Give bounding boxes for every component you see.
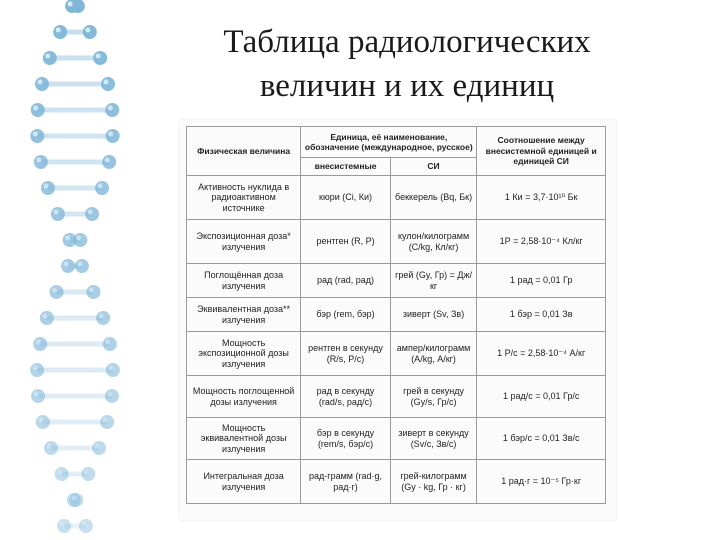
cell-non-si: рентген (R, Р)	[301, 220, 391, 264]
header-unit-group: Единица, её наименование, обозначение (международное, русское)	[301, 127, 477, 158]
cell-non-si: рад-грамм (rad·g, рад·г)	[301, 460, 391, 504]
table-row	[187, 264, 606, 298]
cell-si: зиверт (Sv, Зв)	[390, 298, 477, 332]
table-row	[187, 332, 606, 376]
header-quantity: Физическая величина	[187, 127, 301, 176]
title-line-2: величин и их единиц	[259, 68, 555, 104]
header-non-si: внесистемные	[301, 158, 391, 176]
header-si: СИ	[390, 158, 477, 176]
cell-relation: 1 Р/с = 2,58·10⁻⁴ А/кг	[477, 332, 606, 376]
cell-si: ампер/килограмм (А/kg, А/кг)	[390, 332, 477, 376]
cell-quantity: Интегральная доза излучения	[187, 460, 301, 504]
cell-si: беккерель (Bq, Бк)	[390, 176, 477, 220]
cell-non-si: рад в секунду (rad/s, рад/с)	[301, 376, 391, 418]
table-row	[187, 176, 606, 220]
cell-quantity: Активность нуклида в радиоактивном источнике	[187, 176, 301, 220]
cell-relation: 1 рад/с = 0,01 Гр/с	[477, 376, 606, 418]
table-row	[187, 460, 606, 504]
table-header-row	[187, 127, 606, 158]
cell-quantity: Экспозиционная доза* излучения	[187, 220, 301, 264]
cell-quantity: Мощность экспозиционной дозы излучения	[187, 332, 301, 376]
cell-relation: 1Р = 2,58·10⁻⁴ Кл/кг	[477, 220, 606, 264]
cell-quantity: Поглощённая доза излучения	[187, 264, 301, 298]
cell-relation: 1 Ки = 3,7·10¹⁰ Бк	[477, 176, 606, 220]
table-row	[187, 220, 606, 264]
cell-non-si: рад (rad, рад)	[301, 264, 391, 298]
radiology-units-table	[186, 126, 606, 504]
cell-relation: 1 бэр/с = 0,01 Зв/с	[477, 418, 606, 460]
cell-quantity: Эквивалентная доза** излучения	[187, 298, 301, 332]
cell-relation: 1 бэр = 0,01 Зв	[477, 298, 606, 332]
cell-quantity: Мощность поглощенной дозы излучения	[187, 376, 301, 418]
cell-si: грей в секунду (Gy/s, Гр/с)	[390, 376, 477, 418]
cell-si: зиверт в секунду (Sv/c, Зв/с)	[390, 418, 477, 460]
cell-si: грей-килограмм (Gy · kg, Гр · кг)	[390, 460, 477, 504]
cell-non-si: кюри (Ci, Ки)	[301, 176, 391, 220]
table-row	[187, 376, 606, 418]
cell-quantity: Мощность эквивалентной дозы излучения	[187, 418, 301, 460]
page-title	[172, 20, 642, 108]
cell-non-si: бэр (rem, бэр)	[301, 298, 391, 332]
title-line-1: Таблица радиологических	[223, 24, 591, 60]
dna-helix-decoration	[0, 0, 150, 540]
cell-si: грей (Gy, Гр) = Дж/кг	[390, 264, 477, 298]
table-row	[187, 298, 606, 332]
cell-non-si: рентген в секунду (R/s, Р/с)	[301, 332, 391, 376]
cell-si: кулон/килограмм (C/kg, Кл/кг)	[390, 220, 477, 264]
cell-non-si: бэр в секунду (rem/s, бэр/с)	[301, 418, 391, 460]
table-row	[187, 418, 606, 460]
cell-relation: 1 рад = 0,01 Гр	[477, 264, 606, 298]
cell-relation: 1 рад·г = 10⁻⁵ Гр·кг	[477, 460, 606, 504]
header-relation: Соотношение между внесистемной единицей и единицей СИ	[477, 127, 606, 176]
